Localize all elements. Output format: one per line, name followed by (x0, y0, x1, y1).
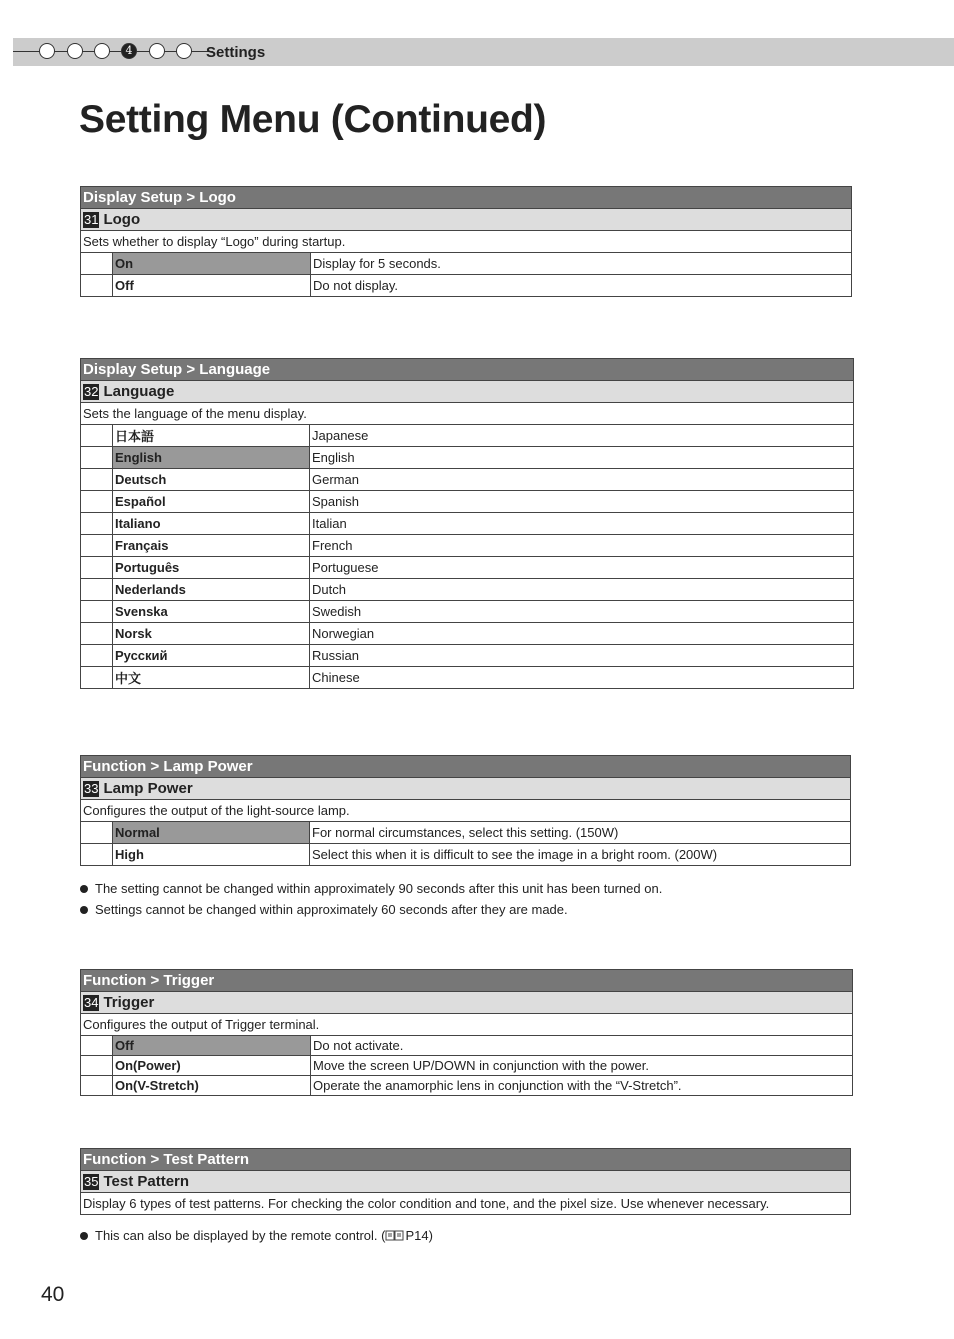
option-label: On(Power) (113, 1056, 311, 1076)
setting-name: Trigger (103, 994, 155, 1011)
option-value: Swedish (310, 601, 854, 623)
setting-number-badge: 31 (84, 212, 99, 227)
table-header-path: Function > Test Pattern (81, 1149, 851, 1171)
setting-number-badge: 32 (84, 384, 99, 399)
indent-cell (81, 822, 113, 844)
option-label: High (113, 844, 310, 866)
option-label: On (113, 253, 311, 275)
indent-cell (81, 601, 113, 623)
indent-cell (81, 645, 113, 667)
option-label: Normal (113, 822, 310, 844)
option-label: Off (113, 275, 311, 297)
option-label: Norsk (113, 623, 310, 645)
setting-description: Sets the language of the menu display. (81, 403, 854, 425)
option-value: English (310, 447, 854, 469)
option-value: Do not display. (311, 275, 852, 297)
lamp-power-settings-table (80, 755, 851, 866)
setting-name: Language (103, 383, 175, 400)
indent-cell (81, 491, 113, 513)
setting-name: Logo (103, 211, 141, 228)
section-label: Settings (206, 44, 266, 61)
indent-cell (81, 469, 113, 491)
indent-cell (81, 275, 113, 297)
indent-cell (81, 623, 113, 645)
bullet-icon (80, 885, 88, 893)
indent-cell (81, 513, 113, 535)
indent-cell (81, 1036, 113, 1056)
table-setting-name (81, 778, 851, 800)
setting-number-badge: 34 (84, 995, 99, 1010)
page-number: 40 (41, 1283, 65, 1306)
indent-cell (81, 447, 113, 469)
option-label: 中文 (113, 667, 310, 689)
logo-settings-table (80, 186, 852, 297)
option-label: Nederlands (113, 579, 310, 601)
option-value: For normal circumstances, select this setting. (150W) (310, 822, 851, 844)
setting-description: Configures the output of Trigger terminal. (81, 1014, 853, 1036)
option-label: Off (113, 1036, 311, 1056)
page-title: Setting Menu (Continued) (79, 98, 547, 141)
indent-cell (81, 1076, 113, 1096)
option-label: Русский (113, 645, 310, 667)
chapter-header-bar (13, 38, 954, 66)
option-label: 日本語 (113, 425, 310, 447)
test-pattern-settings-table (80, 1148, 851, 1215)
table-setting-name (81, 209, 852, 231)
option-label: Português (113, 557, 310, 579)
book-reference-icon (385, 1230, 405, 1241)
option-value: German (310, 469, 854, 491)
note-text: This can also be displayed by the remote control. ( (95, 1228, 386, 1243)
test-pattern-notes (80, 1225, 433, 1246)
setting-name: Test Pattern (103, 1173, 190, 1190)
table-header-path: Function > Lamp Power (81, 756, 851, 778)
setting-number-badge: 35 (84, 1174, 99, 1189)
option-value: French (310, 535, 854, 557)
option-value: Dutch (310, 579, 854, 601)
page-reference-link[interactable]: P14) (405, 1228, 433, 1243)
indent-cell (81, 253, 113, 275)
option-label: Français (113, 535, 310, 557)
note-item (80, 878, 662, 899)
option-value: Display for 5 seconds. (311, 253, 852, 275)
option-label: On(V-Stretch) (113, 1076, 311, 1096)
table-setting-name (81, 1171, 851, 1193)
setting-number-badge: 33 (84, 781, 99, 796)
option-value: Japanese (310, 425, 854, 447)
option-label: English (113, 447, 310, 469)
lamp-power-notes (80, 878, 662, 920)
option-value: Operate the anamorphic lens in conjunction with the “V-Stretch”. (311, 1076, 853, 1096)
chapter-circle-icon (176, 43, 192, 59)
option-value: Norwegian (310, 623, 854, 645)
chapter-circle-icon (67, 43, 83, 59)
option-value: Select this when it is difficult to see the image in a bright room. (200W) (310, 844, 851, 866)
chapter-circle-icon (39, 43, 55, 59)
option-value: Italian (310, 513, 854, 535)
indent-cell (81, 557, 113, 579)
bullet-icon (80, 906, 88, 914)
table-setting-name (81, 992, 853, 1014)
indent-cell (81, 1056, 113, 1076)
table-setting-name (81, 381, 854, 403)
setting-description: Configures the output of the light-source lamp. (81, 800, 851, 822)
option-value: Move the screen UP/DOWN in conjunction with the power. (311, 1056, 853, 1076)
language-settings-table (80, 358, 854, 689)
indent-cell (81, 844, 113, 866)
chapter-circle-icon (149, 43, 165, 59)
option-value: Portuguese (310, 557, 854, 579)
note-text: Settings cannot be changed within approximately 60 seconds after they are made. (95, 902, 568, 917)
bullet-icon (80, 1232, 88, 1240)
option-label: Deutsch (113, 469, 310, 491)
setting-description: Sets whether to display “Logo” during startup. (81, 231, 852, 253)
option-label: Svenska (113, 601, 310, 623)
indent-cell (81, 579, 113, 601)
option-label: Español (113, 491, 310, 513)
indent-cell (81, 535, 113, 557)
table-header-path: Display Setup > Language (81, 359, 854, 381)
note-item (80, 1225, 433, 1246)
indent-cell (81, 667, 113, 689)
setting-description: Display 6 types of test patterns. For checking the color condition and tone, and the pixel size. Use whenever necessary. (81, 1193, 851, 1215)
setting-name: Lamp Power (103, 780, 193, 797)
chapter-current-circle: 4 (121, 43, 137, 59)
option-value: Spanish (310, 491, 854, 513)
option-value: Russian (310, 645, 854, 667)
table-header-path: Function > Trigger (81, 970, 853, 992)
option-value: Chinese (310, 667, 854, 689)
option-value: Do not activate. (311, 1036, 853, 1056)
note-item (80, 899, 662, 920)
note-text: The setting cannot be changed within approximately 90 seconds after this unit has been turned on. (95, 881, 663, 896)
option-label: Italiano (113, 513, 310, 535)
table-header-path: Display Setup > Logo (81, 187, 852, 209)
chapter-circle-icon (94, 43, 110, 59)
indent-cell (81, 425, 113, 447)
trigger-settings-table (80, 969, 853, 1096)
